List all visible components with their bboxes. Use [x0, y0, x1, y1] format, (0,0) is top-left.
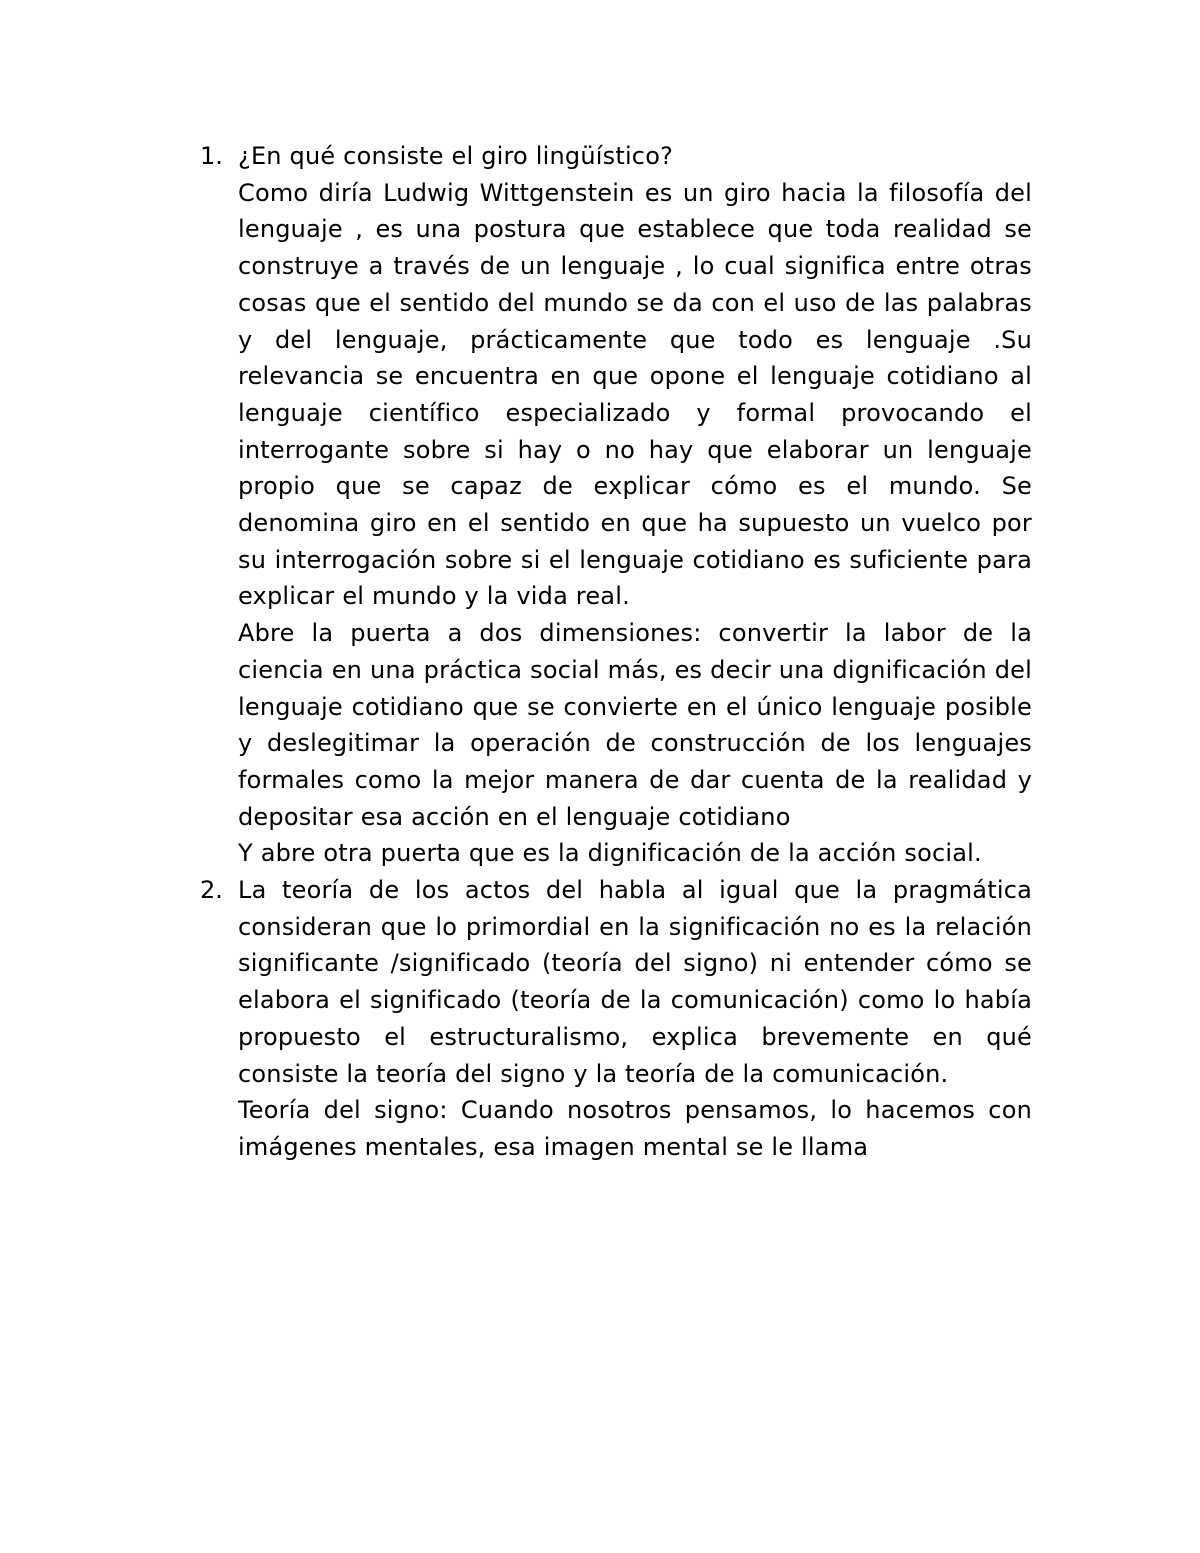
question-text: La teoría de los actos del habla al igual que la pragmática consideran que lo primordial en la significación no es la relación significante /significado (teoría del signo) ni entender cómo se elabora el significado (teoría de la comunicación) como lo había propuesto el estructuralismo, explica brevemente en qué consiste la teoría del signo y la teoría de la comunicación.	[238, 876, 1032, 1088]
answer-paragraph: Teoría del signo: Cuando nosotros pensamos, lo hacemos con imágenes mentales, esa imagen mental se le llama	[238, 1096, 1032, 1161]
numbered-list	[200, 138, 1032, 1166]
list-item-2	[200, 872, 1032, 1166]
question-text: ¿En qué consiste el giro lingüístico?	[238, 142, 674, 170]
list-item-1	[200, 138, 1032, 872]
answer-paragraph: Y abre otra puerta que es la dignificación de la acción social.	[238, 839, 982, 868]
answer-paragraph: Como diría Ludwig Wittgenstein es un giro hacia la filosofía del lenguaje , es una postura que establece que toda realidad se construye a través de un lenguaje , lo cual significa entre otras cosas que el sentido del mundo se da con el uso de las palabras y del lenguaje, prácticamente que todo es lenguaje .Su relevancia se encuentra en que opone el lenguaje cotidiano al lenguaje científico especializado y formal provocando el interrogante sobre si hay o no hay que elaborar un lenguaje propio que se capaz de explicar cómo es el mundo. Se denomina giro en el sentido en que ha supuesto un vuelco por su interrogación sobre si el lenguaje cotidiano es suficiente para explicar el mundo y la vida real.	[238, 178, 1032, 611]
list-number: 1.	[200, 142, 223, 170]
list-number: 2.	[200, 876, 223, 905]
answer-paragraph: Abre la puerta a dos dimensiones: convertir la labor de la ciencia en una práctica social más, es decir una dignificación del lenguaje cotidiano que se convierte en el único lenguaje posible y deslegitimar la operación de construcción de los lenguajes formales como la mejor manera de dar cuenta de la realidad y depositar esa acción en el lenguaje cotidiano	[238, 619, 1032, 831]
